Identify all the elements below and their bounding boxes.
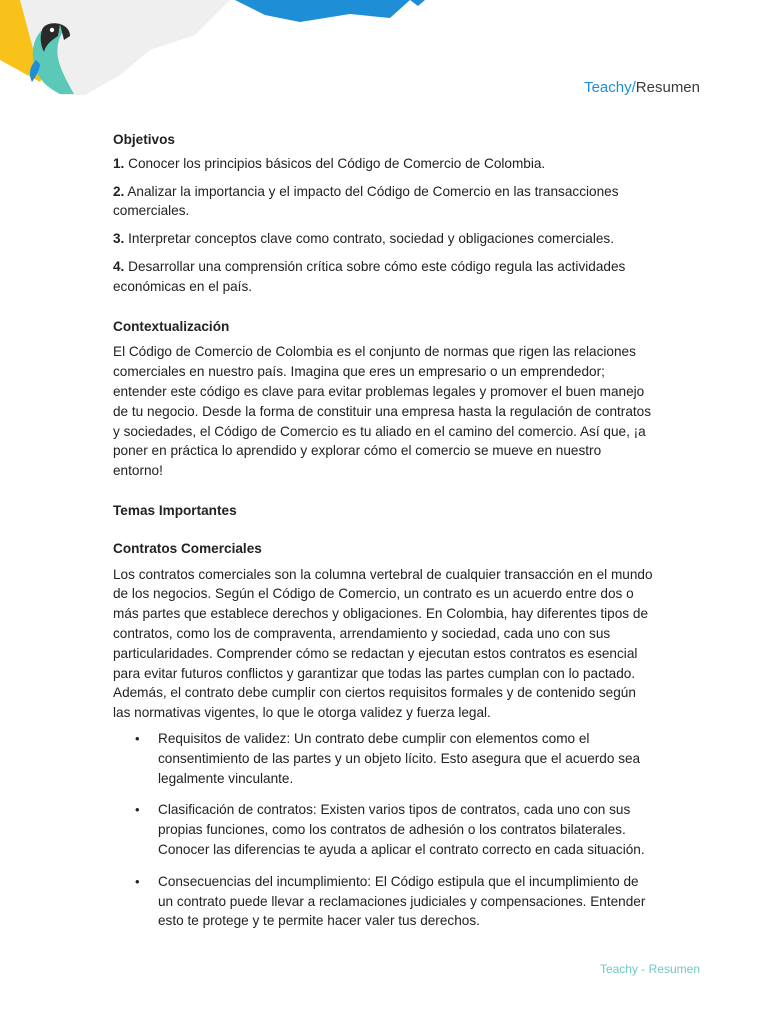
bullet-icon: • bbox=[135, 873, 140, 889]
bullet-text: Requisitos de validez: Un contrato debe cumplir con elementos como el consentimiento de las partes y un objeto lícito. Esto asegura que el acuerdo sea legalmente vinculante. bbox=[158, 730, 641, 786]
objective-number: 4. bbox=[113, 258, 125, 274]
context-paragraph: El Código de Comercio de Colombia es el conjunto de normas que rigen las relaciones comerciales en nuestro país. Imagina que eres un empresario o un emprendedor; entender este código es clave para evitar problemas legales y promover el buen manejo de tu negocio. Desde la forma de constituir una empresa hasta la regulación de contratos y sociedades, el Código de Comercio es tu aliado en el camino del comercio. Así que, ¡a poner en práctica lo aprendido y explorar cómo el comercio se mueve en nuestro entorno! bbox=[113, 344, 652, 479]
objective-item bbox=[113, 182, 653, 222]
objective-item bbox=[113, 229, 653, 249]
objective-text: Analizar la importancia y el impacto del Código de Comercio en las transacciones comerciales. bbox=[113, 183, 619, 219]
contracts-paragraph: Los contratos comerciales son la columna vertebral de cualquier transacción en el mundo de los negocios. Según el Código de Comercio, un contrato es un acuerdo entre dos o más partes que establece derechos y obligaciones. En Colombia, hay diferentes tipos de contratos, como los de compraventa, arrendamiento y sociedad, cada uno con sus particularidades. Comprender cómo se redactan y ejecutan estos contratos es esencial para evitar futuros conflictos y garantizar que todas las partes cumplan con lo pactado. Además, el contrato debe cumplir con ciertos requisitos formales y de contenido según las normativas vigentes, lo que le otorga validez y fuerza legal. bbox=[113, 566, 653, 721]
list-item bbox=[113, 872, 653, 931]
bullet-icon: • bbox=[135, 802, 140, 818]
objective-text: Desarrollar una comprensión crítica sobre cómo este código regula las actividades económicas en el país. bbox=[113, 258, 626, 294]
context-heading: Contextualización bbox=[113, 318, 230, 334]
objective-number: 2. bbox=[113, 183, 125, 199]
contracts-bullet-list bbox=[113, 729, 653, 931]
section-name: Resumen bbox=[635, 79, 700, 96]
page-footer: Teachy - Resumen bbox=[599, 962, 700, 976]
objective-text: Conocer los principios básicos del Código de Comercio de Colombia. bbox=[124, 155, 546, 171]
header-brand bbox=[584, 79, 700, 96]
list-item bbox=[113, 800, 653, 859]
bullet-icon: • bbox=[135, 730, 140, 746]
objective-text: Interpretar conceptos clave como contrato, sociedad y obligaciones comerciales. bbox=[124, 231, 614, 247]
brand-name: Teachy bbox=[584, 79, 632, 96]
brand-separator: / bbox=[631, 79, 636, 96]
bullet-text: Consecuencias del incumplimiento: El Código estipula que el incumplimiento de un contrato puede llevar a reclamaciones judiciales y compensaciones. Entender esto te protege y te permite hacer valer tus derechos. bbox=[158, 873, 646, 929]
objective-item bbox=[113, 154, 653, 174]
list-item bbox=[113, 729, 653, 788]
topics-heading: Temas Importantes bbox=[113, 502, 237, 518]
contracts-subheading: Contratos Comerciales bbox=[113, 540, 262, 556]
objective-item bbox=[113, 257, 653, 297]
objective-number: 1. bbox=[113, 155, 125, 171]
objectives-heading: Objetivos bbox=[113, 132, 175, 147]
objective-number: 3. bbox=[113, 231, 125, 247]
bullet-text: Clasificación de contratos: Existen varios tipos de contratos, cada uno con sus propias funciones, como los contratos de adhesión o los contratos bilaterales. Conocer las diferencias te ayuda a aplicar el contrato correcto en cada situación. bbox=[158, 802, 645, 857]
document-content bbox=[113, 130, 653, 943]
